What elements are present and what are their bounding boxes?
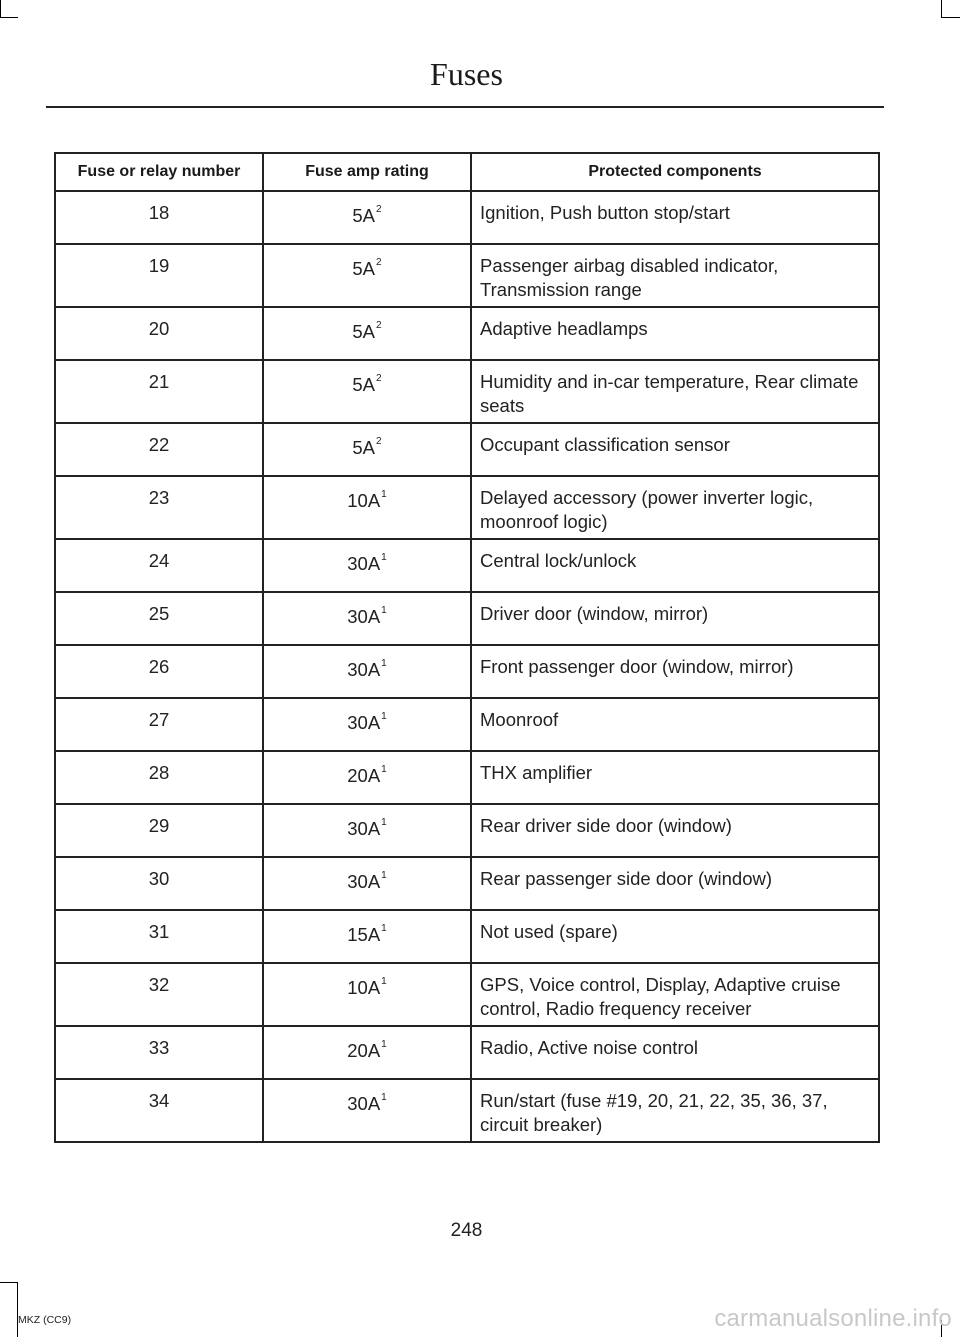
table-header-row [55, 153, 879, 191]
protected-components: THX amplifier [471, 751, 879, 804]
fuse-number: 23 [55, 476, 263, 539]
watermark: carmanualsonline.info [714, 1305, 952, 1332]
amp-value: 5A [352, 205, 376, 227]
footnote-marker: 2 [376, 373, 382, 384]
protected-components: Moonroof [471, 698, 879, 751]
fuse-amp-rating [263, 751, 471, 804]
fuse-amp-rating [263, 857, 471, 910]
protected-components: Rear passenger side door (window) [471, 857, 879, 910]
fuse-number: 30 [55, 857, 263, 910]
amp-value: 5A [352, 258, 376, 280]
amp-value: 30A [347, 712, 381, 734]
amp-value: 5A [352, 321, 376, 343]
fuse-number: 28 [55, 751, 263, 804]
protected-components: Rear driver side door (window) [471, 804, 879, 857]
fuse-amp-rating [263, 476, 471, 539]
crop-mark [941, 17, 960, 18]
fuse-amp-rating [263, 804, 471, 857]
table-row [55, 698, 879, 751]
protected-components: Ignition, Push button stop/start [471, 191, 879, 244]
footnote-marker: 1 [381, 923, 387, 934]
protected-components: Central lock/unlock [471, 539, 879, 592]
crop-mark [0, 17, 18, 18]
footnote-marker: 2 [376, 204, 382, 215]
fuse-amp-rating [263, 539, 471, 592]
table-row [55, 645, 879, 698]
fuse-number: 20 [55, 307, 263, 360]
footnote-marker: 1 [381, 658, 387, 669]
footnote-marker: 1 [381, 817, 387, 828]
footnote-marker: 1 [381, 764, 387, 775]
crop-mark [0, 1282, 18, 1283]
footnote-marker: 1 [381, 870, 387, 881]
fuse-number: 21 [55, 360, 263, 423]
page-number: 248 [450, 1220, 483, 1241]
table-row [55, 910, 879, 963]
footnote-marker: 1 [381, 711, 387, 722]
table-row [55, 244, 879, 307]
amp-value: 20A [347, 765, 381, 787]
protected-components: Delayed accessory (power inverter logic, moonroof logic) [471, 476, 879, 539]
fuse-number: 24 [55, 539, 263, 592]
protected-components: Passenger airbag disabled indicator, Transmission range [471, 244, 879, 307]
fuse-amp-rating [263, 307, 471, 360]
crop-mark [941, 0, 942, 18]
fuse-amp-rating [263, 244, 471, 307]
protected-components: GPS, Voice control, Display, Adaptive cruise control, Radio frequency receiver [471, 963, 879, 1026]
fuse-amp-rating [263, 1026, 471, 1079]
amp-value: 30A [347, 871, 381, 893]
amp-value: 30A [347, 818, 381, 840]
table-row [55, 360, 879, 423]
fuse-amp-rating [263, 698, 471, 751]
table-row [55, 307, 879, 360]
protected-components: Adaptive headlamps [471, 307, 879, 360]
protected-components: Occupant classification sensor [471, 423, 879, 476]
protected-components: Radio, Active noise control [471, 1026, 879, 1079]
column-header-amp: Fuse amp rating [263, 153, 471, 191]
fuse-number: 27 [55, 698, 263, 751]
amp-value: 10A [347, 490, 381, 512]
amp-value: 10A [347, 977, 381, 999]
protected-components: Not used (spare) [471, 910, 879, 963]
table-row [55, 963, 879, 1026]
footnote-marker: 1 [381, 552, 387, 563]
page-title: Fuses [430, 56, 503, 92]
table-row [55, 539, 879, 592]
fuse-number: 32 [55, 963, 263, 1026]
table-row [55, 857, 879, 910]
table-row [55, 476, 879, 539]
fuse-number: 33 [55, 1026, 263, 1079]
fuse-table [54, 152, 880, 1143]
model-code: MKZ (CC9) [18, 1314, 72, 1326]
fuse-number: 26 [55, 645, 263, 698]
protected-components: Front passenger door (window, mirror) [471, 645, 879, 698]
fuse-amp-rating [263, 360, 471, 423]
protected-components: Driver door (window, mirror) [471, 592, 879, 645]
footnote-marker: 1 [381, 976, 387, 987]
amp-value: 5A [352, 437, 376, 459]
fuse-number: 19 [55, 244, 263, 307]
header-divider [46, 106, 884, 108]
fuse-amp-rating [263, 592, 471, 645]
crop-mark [17, 1282, 18, 1337]
table-row [55, 592, 879, 645]
column-header-components: Protected components [471, 153, 879, 191]
amp-value: 15A [347, 924, 381, 946]
fuse-amp-rating [263, 423, 471, 476]
amp-value: 30A [347, 553, 381, 575]
fuse-number: 25 [55, 592, 263, 645]
table-row [55, 804, 879, 857]
fuse-amp-rating [263, 191, 471, 244]
amp-value: 30A [347, 1093, 381, 1115]
footnote-marker: 2 [376, 320, 382, 331]
amp-value: 20A [347, 1040, 381, 1062]
table-row [55, 1079, 879, 1142]
amp-value: 30A [347, 606, 381, 628]
fuse-number: 18 [55, 191, 263, 244]
table-row [55, 751, 879, 804]
fuse-amp-rating [263, 645, 471, 698]
fuse-number: 29 [55, 804, 263, 857]
fuse-number: 22 [55, 423, 263, 476]
column-header-number: Fuse or relay number [55, 153, 263, 191]
table-row [55, 1026, 879, 1079]
fuse-amp-rating [263, 963, 471, 1026]
amp-value: 5A [352, 374, 376, 396]
fuse-amp-rating [263, 910, 471, 963]
footnote-marker: 2 [376, 436, 382, 447]
footnote-marker: 1 [381, 605, 387, 616]
footnote-marker: 1 [381, 1092, 387, 1103]
fuse-number: 31 [55, 910, 263, 963]
protected-components: Run/start (fuse #19, 20, 21, 22, 35, 36, 37, circuit breaker) [471, 1079, 879, 1142]
fuse-amp-rating [263, 1079, 471, 1142]
footnote-marker: 1 [381, 1039, 387, 1050]
amp-value: 30A [347, 659, 381, 681]
footnote-marker: 1 [381, 489, 387, 500]
fuse-number: 34 [55, 1079, 263, 1142]
table-row [55, 191, 879, 244]
protected-components: Humidity and in-car temperature, Rear climate seats [471, 360, 879, 423]
footnote-marker: 2 [376, 257, 382, 268]
crop-mark [0, 0, 1, 18]
table-row [55, 423, 879, 476]
